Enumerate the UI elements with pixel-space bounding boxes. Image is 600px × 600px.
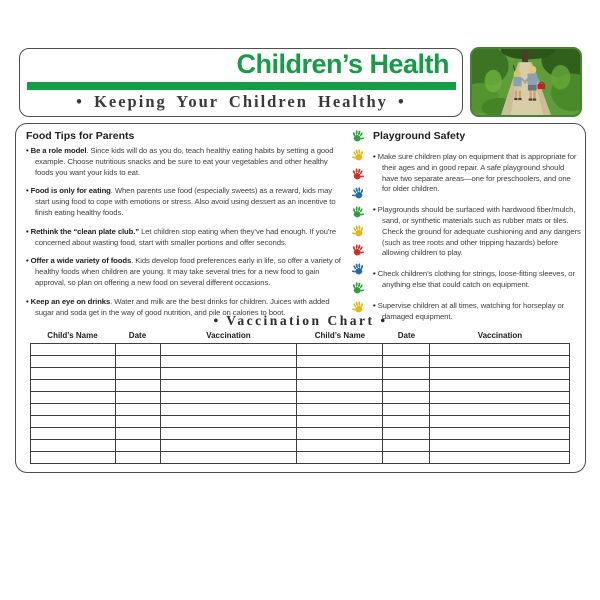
vaccination-table-body bbox=[31, 344, 570, 464]
table-cell-blank bbox=[430, 404, 570, 416]
table-cell-blank bbox=[160, 392, 297, 404]
table-cell-blank bbox=[297, 440, 383, 452]
table-cell-blank bbox=[160, 416, 297, 428]
handprint-icon bbox=[349, 127, 368, 146]
table-row bbox=[31, 440, 570, 452]
food-tip-text: Let children stop eating when they’ve had enough. If you’re concerned about wasting food, start with smaller portions and offer seconds. bbox=[35, 226, 337, 247]
table-cell-blank bbox=[383, 404, 430, 416]
children-photo bbox=[470, 47, 582, 117]
table-cell-blank bbox=[160, 344, 297, 356]
table-cell-blank bbox=[115, 404, 160, 416]
handprint-icon bbox=[349, 260, 368, 279]
table-cell-blank bbox=[297, 392, 383, 404]
food-tips-list bbox=[26, 146, 348, 318]
table-cell-blank bbox=[297, 368, 383, 380]
food-tip-lead: Food is only for eating bbox=[30, 186, 111, 196]
vaccination-column-header: Date bbox=[397, 331, 416, 340]
vaccination-column-header: Vaccination bbox=[477, 331, 523, 340]
handprint-icon bbox=[349, 184, 368, 203]
table-cell-blank bbox=[430, 380, 570, 392]
content-box bbox=[15, 123, 586, 473]
table-cell-blank bbox=[31, 368, 116, 380]
table-cell-blank bbox=[383, 380, 430, 392]
table-cell-blank bbox=[430, 452, 570, 464]
table-cell-blank bbox=[115, 344, 160, 356]
table-cell-blank bbox=[430, 356, 570, 368]
table-cell-blank bbox=[115, 428, 160, 440]
table-cell-blank bbox=[383, 416, 430, 428]
table-cell-blank bbox=[297, 416, 383, 428]
table-cell-blank bbox=[115, 368, 160, 380]
header-box bbox=[19, 48, 463, 117]
handprint-icon bbox=[349, 241, 368, 260]
playground-tip-item: • Check children’s clothing for strings, loose-fitting sleeves, or anything else that could catch on equipment. bbox=[373, 269, 581, 291]
food-tip-item bbox=[26, 186, 348, 218]
table-cell-blank bbox=[160, 440, 297, 452]
playground-list bbox=[373, 152, 581, 322]
table-cell-blank bbox=[160, 404, 297, 416]
vaccination-column-header: Vaccination bbox=[206, 331, 251, 340]
food-tips-heading: Food Tips for Parents bbox=[26, 130, 135, 142]
food-tip-text: . Since kids will do as you do, teach healthy eating habits by setting a good example. Choose nutritious snacks and be sure to eat your vegetables and other healthy foods you want your kids to eat. bbox=[35, 146, 334, 177]
table-cell-blank bbox=[115, 380, 160, 392]
table-cell-blank bbox=[430, 416, 570, 428]
table-cell-blank bbox=[115, 356, 160, 368]
table-cell-blank bbox=[297, 356, 383, 368]
header-tagline: • Keeping Your Children Healthy • bbox=[76, 92, 406, 111]
table-cell-blank bbox=[430, 344, 570, 356]
food-tips-section bbox=[26, 130, 348, 326]
table-cell-blank bbox=[115, 452, 160, 464]
table-cell-blank bbox=[383, 428, 430, 440]
vaccination-column-header: Child’s Name bbox=[47, 331, 98, 340]
table-cell-blank bbox=[297, 452, 383, 464]
playground-tip-item: • Make sure children play on equipment that is appropriate for their ages and in good repair. A safe playground should have two separate areas—one for preschoolers, and one for older children. bbox=[373, 152, 581, 195]
food-tip-lead: Rethink the “clean plate club.” bbox=[30, 226, 140, 236]
table-cell-blank bbox=[383, 440, 430, 452]
table-row bbox=[31, 452, 570, 464]
table-cell-blank bbox=[383, 368, 430, 380]
vaccination-chart-title: • Vaccination Chart • bbox=[213, 313, 388, 328]
handprint-icon bbox=[349, 165, 368, 184]
table-cell-blank bbox=[160, 368, 297, 380]
food-tip-lead: Be a role model bbox=[30, 146, 87, 155]
food-tip-text: . Water and milk are the best drinks for children. Juices with added sugar and soda get in the way of good nutrition, and pile on calories to boot. bbox=[35, 296, 330, 317]
table-cell-blank bbox=[160, 428, 297, 440]
header-accent-bar bbox=[27, 82, 456, 90]
table-cell-blank bbox=[31, 392, 116, 404]
table-cell-blank bbox=[160, 452, 297, 464]
table-cell-blank bbox=[31, 344, 116, 356]
table-cell-blank bbox=[31, 452, 116, 464]
vaccination-column-header: Child’s Name bbox=[314, 331, 366, 340]
handprint-icon bbox=[349, 279, 368, 298]
table-cell-blank bbox=[297, 344, 383, 356]
table-cell-blank bbox=[31, 440, 116, 452]
table-row bbox=[31, 344, 570, 356]
table-row bbox=[31, 392, 570, 404]
handprint-icon bbox=[349, 222, 368, 241]
playground-heading: Playground Safety bbox=[373, 130, 466, 142]
handprint-icon bbox=[349, 203, 368, 222]
playground-tip-item: • Playgrounds should be surfaced with hardwood fiber/mulch, sand, or synthetic materials such as rubber mats or tiles. Check the ground for adequate cushioning and any dangers (such as tree roots and other tripping hazards) before allowing children to play. bbox=[373, 205, 581, 259]
table-cell-blank bbox=[430, 368, 570, 380]
children-photo-illustration bbox=[472, 49, 580, 115]
handprint-icon bbox=[349, 146, 368, 165]
table-row bbox=[31, 428, 570, 440]
food-tip-item bbox=[26, 227, 348, 249]
playground-section bbox=[373, 130, 581, 332]
table-cell-blank bbox=[160, 356, 297, 368]
table-cell-blank bbox=[31, 428, 116, 440]
table-row bbox=[31, 380, 570, 392]
table-cell-blank bbox=[31, 380, 116, 392]
table-cell-blank bbox=[115, 392, 160, 404]
table-cell-blank bbox=[430, 440, 570, 452]
handprint-column bbox=[346, 128, 370, 315]
table-cell-blank bbox=[297, 404, 383, 416]
table-cell-blank bbox=[160, 380, 297, 392]
table-cell-blank bbox=[297, 428, 383, 440]
food-tip-item bbox=[26, 146, 348, 178]
table-cell-blank bbox=[115, 440, 160, 452]
table-cell-blank bbox=[383, 452, 430, 464]
food-tip-lead: Offer a wide variety of foods bbox=[30, 256, 132, 266]
table-row bbox=[31, 416, 570, 428]
vaccination-table bbox=[30, 343, 570, 464]
table-cell-blank bbox=[383, 344, 430, 356]
table-cell-blank bbox=[31, 416, 116, 428]
table-row bbox=[31, 356, 570, 368]
table-cell-blank bbox=[297, 380, 383, 392]
vaccination-header-row bbox=[30, 331, 570, 340]
table-cell-blank bbox=[115, 416, 160, 428]
page-title: Children’s Health bbox=[236, 49, 449, 79]
table-cell-blank bbox=[430, 428, 570, 440]
food-tip-item bbox=[26, 256, 348, 288]
table-row bbox=[31, 404, 570, 416]
food-tip-text: . Kids develop food preferences early in life, so offer a variety of healthy foods when children are young. It may take several tries for a new food to gain approval, so plan on offering a new food on several different occasions. bbox=[35, 256, 341, 287]
table-cell-blank bbox=[383, 392, 430, 404]
table-cell-blank bbox=[31, 356, 116, 368]
food-tip-lead: Keep an eye on drinks bbox=[30, 296, 111, 306]
table-cell-blank bbox=[383, 356, 430, 368]
table-row bbox=[31, 368, 570, 380]
food-tip-text: . When parents use food (especially sweets) as a reward, kids may start using food to cope with emotions or stress. Also avoid using dessert as an incentive to finish eating healthy foods. bbox=[35, 186, 336, 217]
playground-tip-item: • Supervise children at all times, watching for horseplay or damaged equipment. bbox=[373, 301, 581, 323]
table-cell-blank bbox=[31, 404, 116, 416]
vaccination-column-header: Date bbox=[128, 331, 147, 340]
table-cell-blank bbox=[430, 392, 570, 404]
